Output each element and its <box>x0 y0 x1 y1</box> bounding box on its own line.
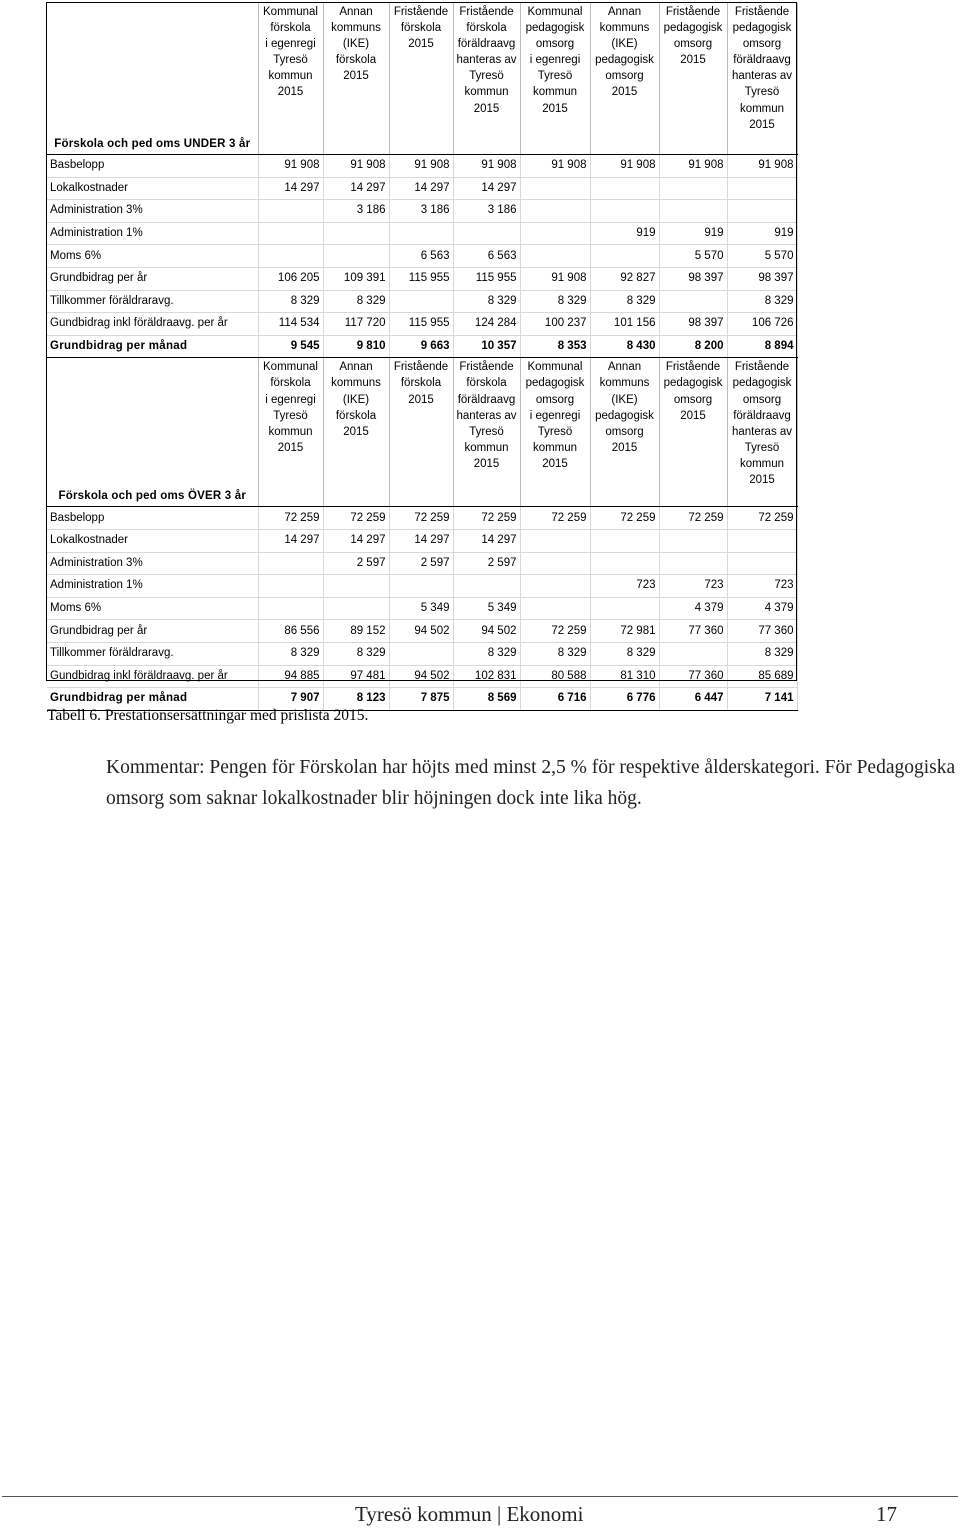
table-row <box>47 665 797 688</box>
column-header-line: förskola <box>335 54 377 67</box>
column-header-line: i egenregi <box>265 38 316 51</box>
column-header-line: omsorg <box>673 38 713 51</box>
column-header-line: föräldraavg <box>733 54 791 67</box>
column-header-line: Kommunal <box>527 361 583 374</box>
column-header-line: Fristående <box>665 361 721 374</box>
table-row <box>47 155 797 178</box>
column-header-line: pedagogisk <box>525 377 585 390</box>
column-header-line: kommuns <box>599 22 650 35</box>
table-row <box>47 335 797 358</box>
table-cell: 106 205 <box>258 267 323 290</box>
table-caption: Tabell 6. Prestationsersättningar med prislista 2015. <box>47 707 369 724</box>
table-cell: 115 955 <box>389 313 453 336</box>
row-label: Basbelopp <box>47 155 258 178</box>
column-header-line: Fristående <box>393 361 449 374</box>
column-header-line: förskola <box>335 409 377 422</box>
table-row <box>47 552 797 575</box>
table-cell <box>590 597 659 620</box>
column-header-line: pedagogisk <box>663 22 723 35</box>
table-cell: 91 908 <box>590 155 659 178</box>
column-header-line: 2015 <box>343 425 369 438</box>
section-header-row <box>47 3 797 155</box>
table-cell: 4 379 <box>727 597 797 620</box>
table-cell: 8 894 <box>727 335 797 358</box>
column-header-line: i egenregi <box>529 54 581 67</box>
column-header-line: Annan <box>607 6 642 18</box>
table-cell: 3 186 <box>453 200 520 223</box>
table-cell: 72 259 <box>323 507 389 530</box>
column-header-line: 2015 <box>542 457 568 470</box>
table-row <box>47 620 797 643</box>
column-header-line: hanteras av <box>456 54 517 67</box>
table-cell: 7 875 <box>389 688 453 711</box>
table-cell: 91 908 <box>453 155 520 178</box>
table-cell <box>659 177 727 200</box>
table-cell: 14 297 <box>323 529 389 552</box>
column-header-line: 2015 <box>343 70 369 83</box>
table-cell <box>520 177 590 200</box>
table-cell: 919 <box>590 222 659 245</box>
column-header-line: kommun <box>739 457 785 470</box>
column-header-line: pedagogisk <box>595 54 654 67</box>
table-cell <box>258 200 323 223</box>
column-header-line: Tyresö <box>744 86 780 99</box>
column-header-line: 2015 <box>408 393 434 406</box>
table-cell: 124 284 <box>453 313 520 336</box>
row-label: Grundbidrag per månad <box>47 688 258 711</box>
table-cell <box>659 290 727 313</box>
table-cell: 7 141 <box>727 688 797 711</box>
table-cell: 72 981 <box>590 620 659 643</box>
table-cell: 91 908 <box>727 155 797 178</box>
table-cell: 5 349 <box>389 597 453 620</box>
column-header-line: kommun <box>532 86 578 99</box>
table-cell <box>520 245 590 268</box>
table-cell <box>258 222 323 245</box>
comment-paragraph: Kommentar: Pengen för Förskolan har höjts med minst 2,5 % för respektive ålderskategori. För Pedagogiska omsorg som saknar lokalkostnader blir höjningen dock inte lika hög. <box>106 757 956 809</box>
column-header <box>389 3 453 155</box>
table-cell: 98 397 <box>659 313 727 336</box>
table-cell: 2 597 <box>453 552 520 575</box>
column-header-line: Kommunal <box>263 361 318 374</box>
column-header-line: hanteras av <box>731 425 793 438</box>
table-cell <box>727 200 797 223</box>
table-cell: 8 329 <box>590 642 659 665</box>
table-cell: 72 259 <box>659 507 727 530</box>
table-cell <box>520 575 590 598</box>
table-cell <box>520 597 590 620</box>
table-cell: 8 329 <box>258 642 323 665</box>
table-cell <box>590 200 659 223</box>
column-header-line: Tyresö <box>537 425 573 438</box>
table-cell: 6 716 <box>520 688 590 711</box>
table-cell: 723 <box>659 575 727 598</box>
table-cell: 7 907 <box>258 688 323 711</box>
column-header <box>453 3 520 155</box>
column-header-line: Tyresö <box>537 70 573 83</box>
column-header-line: Annan <box>339 361 373 374</box>
column-header-line: föräldraavg <box>733 409 791 422</box>
table-cell: 8 329 <box>727 642 797 665</box>
price-table-body <box>47 3 797 710</box>
column-header-line: Fristående <box>459 361 514 374</box>
column-header-line: pedagogisk <box>732 377 792 390</box>
table-cell <box>520 200 590 223</box>
table-cell: 8 329 <box>520 642 590 665</box>
table-cell: 5 349 <box>453 597 520 620</box>
column-header-line: omsorg <box>742 393 782 406</box>
table-cell: 8 329 <box>520 290 590 313</box>
table-row <box>47 507 797 530</box>
column-header-line: 2015 <box>680 409 706 422</box>
table-cell: 8 569 <box>453 688 520 711</box>
column-header-line: Tyresö <box>744 441 780 454</box>
table-cell: 72 259 <box>258 507 323 530</box>
table-cell: 4 379 <box>659 597 727 620</box>
column-header-line: (IKE) <box>342 38 370 51</box>
table-cell: 114 534 <box>258 313 323 336</box>
column-header-line: kommun <box>464 441 509 454</box>
table-cell: 94 502 <box>389 620 453 643</box>
table-cell: 85 689 <box>727 665 797 688</box>
row-label: Administration 1% <box>47 222 258 245</box>
table-cell <box>323 575 389 598</box>
table-cell: 8 353 <box>520 335 590 358</box>
column-header-line: Kommunal <box>263 6 318 18</box>
column-header <box>659 3 727 155</box>
row-label: Tillkommer föräldraravg. <box>47 642 258 665</box>
table-cell: 6 447 <box>659 688 727 711</box>
column-header-line: Kommunal <box>527 6 583 18</box>
column-header-line: 2015 <box>408 38 434 51</box>
table-cell: 80 588 <box>520 665 590 688</box>
table-cell: 91 908 <box>258 155 323 178</box>
table-cell: 91 908 <box>659 155 727 178</box>
table-cell: 14 297 <box>389 177 453 200</box>
column-header-line: 2015 <box>277 441 304 454</box>
column-header-line: förskola <box>270 377 311 390</box>
table-cell: 77 360 <box>659 620 727 643</box>
table-cell: 92 827 <box>590 267 659 290</box>
table-cell: 5 570 <box>727 245 797 268</box>
column-header-line: Fristående <box>393 6 449 18</box>
table-cell: 14 297 <box>258 529 323 552</box>
table-cell: 9 810 <box>323 335 389 358</box>
column-header-line: 2015 <box>611 441 638 454</box>
table-cell <box>323 222 389 245</box>
table-cell: 14 297 <box>258 177 323 200</box>
table-cell: 101 156 <box>590 313 659 336</box>
table-cell: 106 726 <box>727 313 797 336</box>
table-cell: 5 570 <box>659 245 727 268</box>
table-cell <box>590 245 659 268</box>
column-header-line: Tyresö <box>469 70 504 83</box>
column-header <box>590 3 659 155</box>
table-cell: 98 397 <box>659 267 727 290</box>
table-row <box>47 200 797 223</box>
table-cell: 89 152 <box>323 620 389 643</box>
table-row <box>47 290 797 313</box>
table-cell: 97 481 <box>323 665 389 688</box>
column-header-line: 2015 <box>611 86 638 99</box>
section-header-row <box>47 358 797 507</box>
column-header <box>520 358 590 507</box>
column-header-line: kommuns <box>331 377 381 390</box>
column-header-line: Fristående <box>734 6 790 18</box>
column-header-line: Annan <box>339 6 373 18</box>
column-header-line: omsorg <box>605 70 644 83</box>
column-header <box>727 3 797 155</box>
table-cell: 723 <box>590 575 659 598</box>
row-label: Tillkommer föräldraravg. <box>47 290 258 313</box>
table-cell <box>389 642 453 665</box>
table-row <box>47 575 797 598</box>
table-row <box>47 222 797 245</box>
table-cell: 10 357 <box>453 335 520 358</box>
table-cell <box>590 529 659 552</box>
table-row <box>47 597 797 620</box>
column-header-line: (IKE) <box>342 393 370 406</box>
table-cell <box>659 642 727 665</box>
table-row <box>47 529 797 552</box>
row-label: Lokalkostnader <box>47 529 258 552</box>
column-header-line: föräldraavg <box>457 393 516 406</box>
table-row <box>47 245 797 268</box>
table-cell: 919 <box>727 222 797 245</box>
table-cell: 8 430 <box>590 335 659 358</box>
table-cell: 3 186 <box>389 200 453 223</box>
row-label: Grundbidrag per månad <box>47 335 258 358</box>
table-row <box>47 313 797 336</box>
table-cell: 72 259 <box>727 507 797 530</box>
table-cell: 115 955 <box>389 267 453 290</box>
table-cell <box>323 245 389 268</box>
column-header-line: kommun <box>532 441 578 454</box>
column-header-line: (IKE) <box>611 393 638 406</box>
table-cell: 115 955 <box>453 267 520 290</box>
table-cell <box>590 552 659 575</box>
row-label: Administration 3% <box>47 200 258 223</box>
table-cell: 14 297 <box>453 177 520 200</box>
table-cell: 8 329 <box>727 290 797 313</box>
column-header-line: kommuns <box>331 22 381 35</box>
table-cell: 72 259 <box>520 507 590 530</box>
table-cell <box>727 529 797 552</box>
column-header <box>590 358 659 507</box>
column-header-line: pedagogisk <box>525 22 585 35</box>
table-cell: 94 885 <box>258 665 323 688</box>
column-header <box>258 358 323 507</box>
table-cell: 72 259 <box>453 507 520 530</box>
table-cell: 14 297 <box>323 177 389 200</box>
table-cell <box>727 177 797 200</box>
row-label: Moms 6% <box>47 245 258 268</box>
table-cell: 91 908 <box>520 267 590 290</box>
table-cell: 2 597 <box>389 552 453 575</box>
table-cell <box>659 552 727 575</box>
table-cell: 102 831 <box>453 665 520 688</box>
table-row <box>47 642 797 665</box>
column-header-line: föräldraavg <box>457 38 516 51</box>
column-header <box>323 3 389 155</box>
footer-text: Tyresö kommun | Ekonomi <box>355 1502 584 1526</box>
column-header-line: omsorg <box>605 425 644 438</box>
column-header-line: i egenregi <box>529 409 581 422</box>
column-header-line: förskola <box>400 377 442 390</box>
row-label: Grundbidrag per år <box>47 620 258 643</box>
table-cell: 72 259 <box>389 507 453 530</box>
row-label: Grundbidrag per år <box>47 267 258 290</box>
column-header-line: omsorg <box>742 38 782 51</box>
table-cell: 72 259 <box>520 620 590 643</box>
price-table <box>47 3 798 711</box>
column-header-line: pedagogisk <box>663 377 723 390</box>
table-cell <box>258 575 323 598</box>
table-cell <box>659 200 727 223</box>
table-cell: 3 186 <box>323 200 389 223</box>
table-cell: 2 597 <box>323 552 389 575</box>
table-cell <box>389 222 453 245</box>
column-header-line: 2015 <box>473 102 500 115</box>
column-header-line: pedagogisk <box>732 22 792 35</box>
column-header-line: Tyresö <box>273 409 308 422</box>
table-cell: 94 502 <box>453 620 520 643</box>
column-header <box>727 358 797 507</box>
table-cell: 919 <box>659 222 727 245</box>
table-cell: 723 <box>727 575 797 598</box>
column-header-line: förskola <box>270 22 311 35</box>
column-header-line: Fristående <box>459 6 514 18</box>
footer-divider <box>2 1496 958 1497</box>
section-title: Förskola och ped oms UNDER 3 år <box>47 3 258 155</box>
column-header-line: (IKE) <box>611 38 638 51</box>
column-header-line: förskola <box>466 22 507 35</box>
table-cell: 8 123 <box>323 688 389 711</box>
column-header <box>258 3 323 155</box>
table-cell: 14 297 <box>453 529 520 552</box>
table-cell: 100 237 <box>520 313 590 336</box>
table-cell: 72 259 <box>590 507 659 530</box>
column-header-line: förskola <box>466 377 507 390</box>
table-cell <box>520 222 590 245</box>
table-cell <box>258 245 323 268</box>
column-header-line: förskola <box>400 22 442 35</box>
column-header-line: 2015 <box>749 474 775 486</box>
column-header-line: omsorg <box>535 38 575 51</box>
row-label: Moms 6% <box>47 597 258 620</box>
row-label: Administration 3% <box>47 552 258 575</box>
table-cell: 81 310 <box>590 665 659 688</box>
table-cell <box>453 222 520 245</box>
table-cell: 8 329 <box>453 642 520 665</box>
column-header-line: hanteras av <box>456 409 517 422</box>
row-label: Administration 1% <box>47 575 258 598</box>
column-header-line: kommun <box>739 102 785 115</box>
table-cell: 91 908 <box>389 155 453 178</box>
table-cell: 98 397 <box>727 267 797 290</box>
column-header-line: pedagogisk <box>595 409 654 422</box>
row-label: Gundbidrag inkl föräldraavg. per år <box>47 665 258 688</box>
table-cell: 77 360 <box>727 620 797 643</box>
column-header-line: 2015 <box>277 86 304 99</box>
row-label: Lokalkostnader <box>47 177 258 200</box>
table-cell <box>727 552 797 575</box>
table-cell: 8 329 <box>453 290 520 313</box>
table-cell <box>389 575 453 598</box>
table-row <box>47 267 797 290</box>
column-header-line: kommuns <box>599 377 650 390</box>
table-cell <box>659 529 727 552</box>
row-label: Gundbidrag inkl föräldraavg. per år <box>47 313 258 336</box>
table-cell: 94 502 <box>389 665 453 688</box>
table-cell: 8 329 <box>323 642 389 665</box>
column-header-line: 2015 <box>542 102 568 115</box>
column-header-line: kommun <box>268 70 313 83</box>
column-header <box>389 358 453 507</box>
table-cell <box>389 290 453 313</box>
table-cell: 9 545 <box>258 335 323 358</box>
column-header <box>520 3 590 155</box>
table-cell: 8 329 <box>590 290 659 313</box>
column-header-line: i egenregi <box>265 393 316 406</box>
column-header-line: Fristående <box>665 6 721 18</box>
table-cell <box>323 597 389 620</box>
section-title: Förskola och ped oms ÖVER 3 år <box>47 358 258 507</box>
table-cell: 14 297 <box>389 529 453 552</box>
column-header <box>323 358 389 507</box>
column-header-line: kommun <box>464 86 509 99</box>
table-cell <box>258 552 323 575</box>
column-header-line: Annan <box>607 361 642 374</box>
table-cell: 8 329 <box>258 290 323 313</box>
column-header-line: 2015 <box>680 54 706 67</box>
table-cell: 8 200 <box>659 335 727 358</box>
column-header-line: Fristående <box>734 361 790 374</box>
table-cell: 91 908 <box>520 155 590 178</box>
table-row <box>47 177 797 200</box>
column-header-line: 2015 <box>473 457 500 470</box>
column-header-line: 2015 <box>749 118 775 131</box>
column-header-line: Tyresö <box>469 425 504 438</box>
column-header-line: Tyresö <box>273 54 308 67</box>
table-cell <box>520 552 590 575</box>
table-cell <box>520 529 590 552</box>
column-header <box>659 358 727 507</box>
table-cell <box>590 177 659 200</box>
column-header <box>453 358 520 507</box>
column-header-line: kommun <box>268 425 313 438</box>
page-number: 17 <box>876 1502 897 1526</box>
table-cell <box>258 597 323 620</box>
table-cell: 6 776 <box>590 688 659 711</box>
table-cell: 9 663 <box>389 335 453 358</box>
table-cell: 86 556 <box>258 620 323 643</box>
table-cell: 91 908 <box>323 155 389 178</box>
table-cell: 8 329 <box>323 290 389 313</box>
table-cell: 117 720 <box>323 313 389 336</box>
row-label: Basbelopp <box>47 507 258 530</box>
table-cell <box>453 575 520 598</box>
table-cell: 6 563 <box>389 245 453 268</box>
column-header-line: omsorg <box>673 393 713 406</box>
table-cell: 6 563 <box>453 245 520 268</box>
column-header-line: hanteras av <box>731 70 793 83</box>
table-cell: 109 391 <box>323 267 389 290</box>
table-cell: 77 360 <box>659 665 727 688</box>
column-header-line: omsorg <box>535 393 575 406</box>
